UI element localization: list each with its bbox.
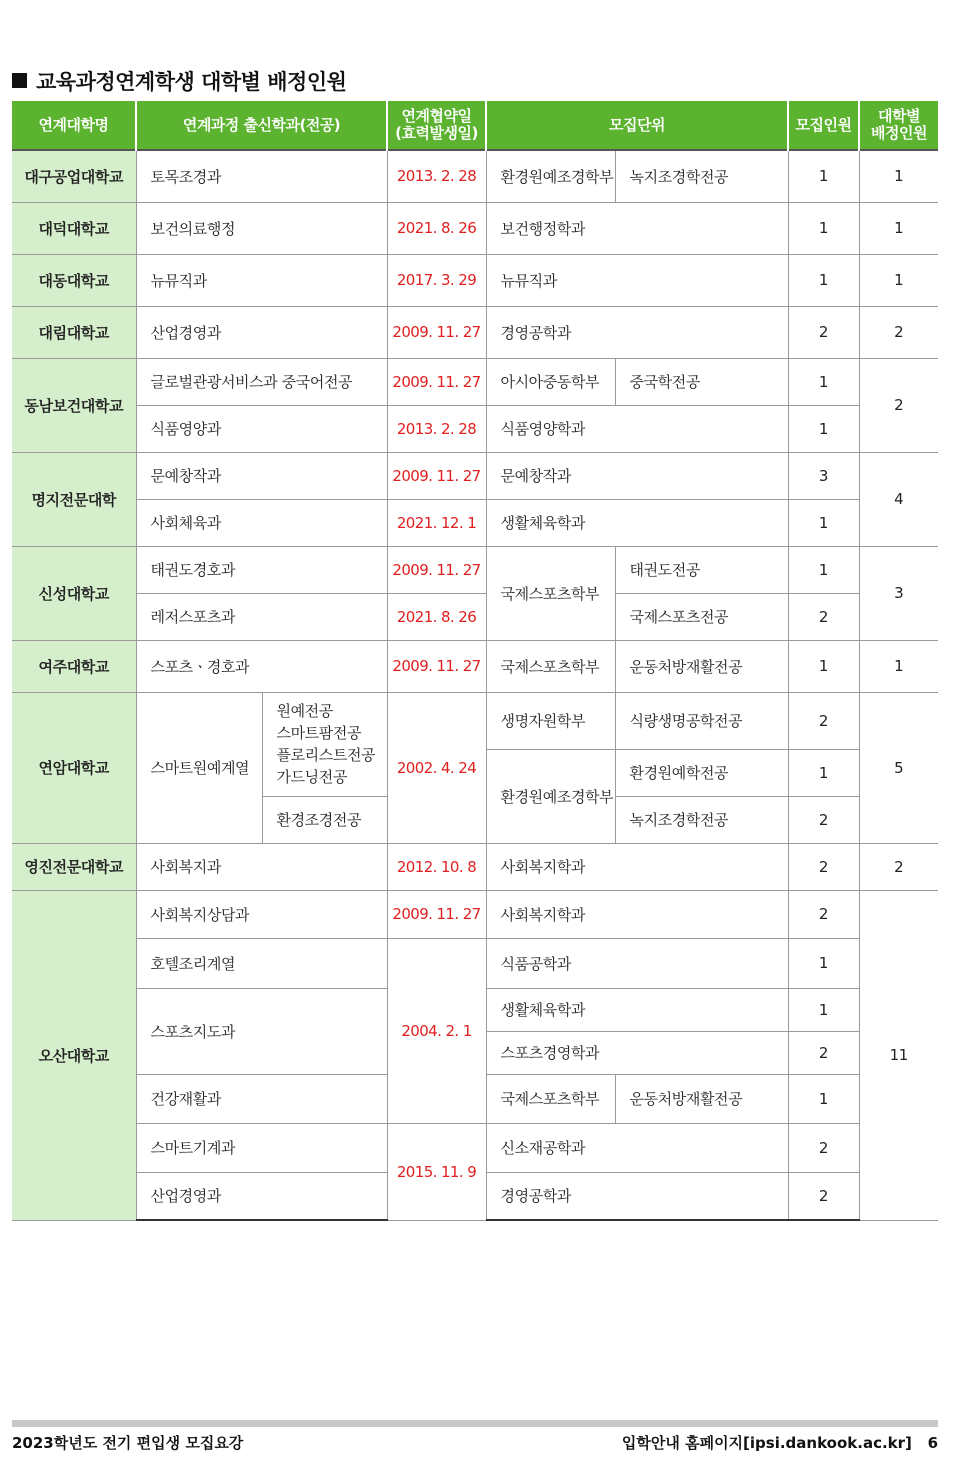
major-item: 원예전공: [276, 702, 333, 720]
quota-cell: 1: [788, 546, 859, 593]
alloc-cell: 1: [859, 150, 938, 202]
date-cell: 2021. 12. 1: [387, 499, 486, 546]
date-cell: 2009. 11. 27: [387, 452, 486, 499]
alloc-cell: 1: [859, 254, 938, 306]
quota-cell: 2: [788, 306, 859, 358]
univ-name: 대구공업대학교: [12, 150, 136, 202]
quota-cell: 1: [788, 499, 859, 546]
major-cell: 중국학전공: [615, 358, 788, 405]
unit-cell: 환경원예조경학부: [486, 749, 615, 843]
date-cell: 2009. 11. 27: [387, 306, 486, 358]
dept-cell: 문예창작과: [136, 452, 387, 499]
dept-cell: 사회복지상담과: [136, 890, 387, 938]
footer-info: [622, 1432, 938, 1453]
major-cell: 식량생명공학전공: [615, 692, 788, 749]
alloc-cell: 2: [859, 306, 938, 358]
unit-cell: 환경원예조경학부: [486, 150, 615, 202]
quota-cell: 1: [788, 405, 859, 452]
table-row: [12, 202, 938, 254]
quota-cell: 1: [788, 1074, 859, 1123]
date-cell: 2004. 2. 1: [387, 938, 486, 1123]
univ-name: 동남보건대학교: [12, 358, 136, 452]
unit-cell: 뉴뮤직과: [486, 254, 788, 306]
footer-divider: [12, 1420, 938, 1427]
dept-cell: 태권도경호과: [136, 546, 387, 593]
date-cell: 2013. 2. 28: [387, 405, 486, 452]
dept-cell: 산업경영과: [136, 1172, 387, 1220]
unit-cell: 생활체육학과: [486, 499, 788, 546]
dept-cell: 뉴뮤직과: [136, 254, 387, 306]
quota-cell: 1: [788, 938, 859, 988]
date-cell: 2009. 11. 27: [387, 358, 486, 405]
table-row: [12, 150, 938, 202]
unit-cell: 경영공학과: [486, 306, 788, 358]
quota-cell: 1: [788, 358, 859, 405]
footer-title: 2023학년도 전기 편입생 모집요강: [12, 1434, 244, 1452]
major-cell: 태권도전공: [615, 546, 788, 593]
dept-cell: 토목조경과: [136, 150, 387, 202]
header-quota: 모집인원: [788, 101, 859, 150]
table-row: [12, 890, 938, 938]
date-cell: 2009. 11. 27: [387, 890, 486, 938]
unit-cell: 생활체육학과: [486, 988, 788, 1031]
square-bullet-icon: [12, 73, 27, 88]
major-item: 스마트팜전공: [276, 724, 362, 742]
unit-cell: 경영공학과: [486, 1172, 788, 1220]
alloc-cell: 2: [859, 358, 938, 452]
date-cell: 2009. 11. 27: [387, 640, 486, 692]
unit-cell: 식품공학과: [486, 938, 788, 988]
dept-cell: 보건의료행정: [136, 202, 387, 254]
univ-name: 영진전문대학교: [12, 843, 136, 890]
unit-cell: 아시아중동학부: [486, 358, 615, 405]
header-unit: 모집단위: [486, 101, 788, 150]
quota-cell: 1: [788, 254, 859, 306]
table-row: [12, 593, 938, 640]
major-item: 가드닝전공: [276, 768, 347, 786]
unit-cell: 사회복지학과: [486, 890, 788, 938]
dept-cell: 식품영양과: [136, 405, 387, 452]
major-cell: 운동처방재활전공: [615, 640, 788, 692]
quota-cell: 2: [788, 692, 859, 749]
unit-cell: 국제스포츠학부: [486, 546, 615, 640]
major-cell: 녹지조경학전공: [615, 150, 788, 202]
major-cell: 환경원예학전공: [615, 749, 788, 796]
alloc-cell: 2: [859, 843, 938, 890]
quota-cell: 1: [788, 988, 859, 1031]
table-row: [12, 640, 938, 692]
date-cell: 2017. 3. 29: [387, 254, 486, 306]
dept-cell: 산업경영과: [136, 306, 387, 358]
alloc-cell: 4: [859, 452, 938, 546]
dept-cell: 스포츠지도과: [136, 988, 387, 1074]
table-row: [12, 692, 938, 749]
univ-name: 명지전문대학: [12, 452, 136, 546]
dept-cell: 스마트기계과: [136, 1123, 387, 1172]
dept-cell: 스마트원예계열: [136, 692, 262, 843]
quota-cell: 1: [788, 202, 859, 254]
allocation-table: [12, 101, 938, 1221]
unit-cell: 생명자원학부: [486, 692, 615, 749]
univ-name: 신성대학교: [12, 546, 136, 640]
unit-cell: 보건행정학과: [486, 202, 788, 254]
dept-cell: 건강재활과: [136, 1074, 387, 1123]
unit-cell: 스포츠경영학과: [486, 1031, 788, 1074]
unit-cell: 국제스포츠학부: [486, 1074, 615, 1123]
univ-name: 여주대학교: [12, 640, 136, 692]
table-row: [12, 938, 938, 988]
quota-cell: 2: [788, 796, 859, 843]
section-title-text: 교육과정연계학생 대학별 배정인원: [36, 70, 347, 94]
dept-cell: 레저스포츠과: [136, 593, 387, 640]
unit-cell: 사회복지학과: [486, 843, 788, 890]
table-row: [12, 546, 938, 593]
section-title: [12, 66, 346, 96]
univ-name: 대덕대학교: [12, 202, 136, 254]
major-cell: 국제스포츠전공: [615, 593, 788, 640]
alloc-cell: 1: [859, 640, 938, 692]
header-alloc: 대학별 배정인원: [859, 101, 938, 150]
unit-cell: 신소재공학과: [486, 1123, 788, 1172]
alloc-cell: 3: [859, 546, 938, 640]
table-row: [12, 843, 938, 890]
table-row: [12, 254, 938, 306]
date-cell: 2015. 11. 9: [387, 1123, 486, 1220]
major-cell: 환경조경전공: [262, 796, 387, 843]
univ-name: 대림대학교: [12, 306, 136, 358]
date-cell: 2021. 8. 26: [387, 202, 486, 254]
major-cell: 녹지조경학전공: [615, 796, 788, 843]
footer-homepage: 입학안내 홈페이지[ipsi.dankook.ac.kr]: [621, 1434, 912, 1452]
dept-cell: 스포츠ㆍ경호과: [136, 640, 387, 692]
univ-name: 연암대학교: [12, 692, 136, 843]
univ-name: 오산대학교: [12, 890, 136, 1220]
date-cell: 2012. 10. 8: [387, 843, 486, 890]
header-date: 연계협약일 (효력발생일): [387, 101, 486, 150]
table-row: [12, 306, 938, 358]
alloc-cell: 1: [859, 202, 938, 254]
quota-cell: 2: [788, 593, 859, 640]
alloc-cell: 11: [859, 890, 938, 1220]
header-univ: 연계대학명: [12, 101, 136, 150]
table-row: [12, 358, 938, 405]
table-header: [12, 101, 938, 150]
quota-cell: 2: [788, 843, 859, 890]
unit-cell: 국제스포츠학부: [486, 640, 615, 692]
dept-cell: 글로벌관광서비스과 중국어전공: [136, 358, 387, 405]
table-row: [12, 499, 938, 546]
table-row: [12, 452, 938, 499]
dept-cell: 사회체육과: [136, 499, 387, 546]
table-row: [12, 405, 938, 452]
date-cell: 2021. 8. 26: [387, 593, 486, 640]
header-dept: 연계과정 출신학과(전공): [136, 101, 387, 150]
quota-cell: 1: [788, 749, 859, 796]
quota-cell: 3: [788, 452, 859, 499]
alloc-cell: 5: [859, 692, 938, 843]
unit-cell: 문예창작과: [486, 452, 788, 499]
quota-cell: 2: [788, 890, 859, 938]
dept-cell: 호텔조리계열: [136, 938, 387, 988]
date-cell: 2013. 2. 28: [387, 150, 486, 202]
quota-cell: 2: [788, 1172, 859, 1220]
unit-cell: 식품영양학과: [486, 405, 788, 452]
univ-name: 대동대학교: [12, 254, 136, 306]
dept-cell: 사회복지과: [136, 843, 387, 890]
page-number: 6: [927, 1434, 938, 1452]
date-cell: 2002. 4. 24: [387, 692, 486, 843]
major-list: [262, 692, 387, 796]
quota-cell: 2: [788, 1123, 859, 1172]
quota-cell: 1: [788, 150, 859, 202]
major-cell: 운동처방재활전공: [615, 1074, 788, 1123]
table-row: [12, 1123, 938, 1172]
date-cell: 2009. 11. 27: [387, 546, 486, 593]
quota-cell: 2: [788, 1031, 859, 1074]
quota-cell: 1: [788, 640, 859, 692]
major-item: 플로리스트전공: [276, 746, 376, 764]
